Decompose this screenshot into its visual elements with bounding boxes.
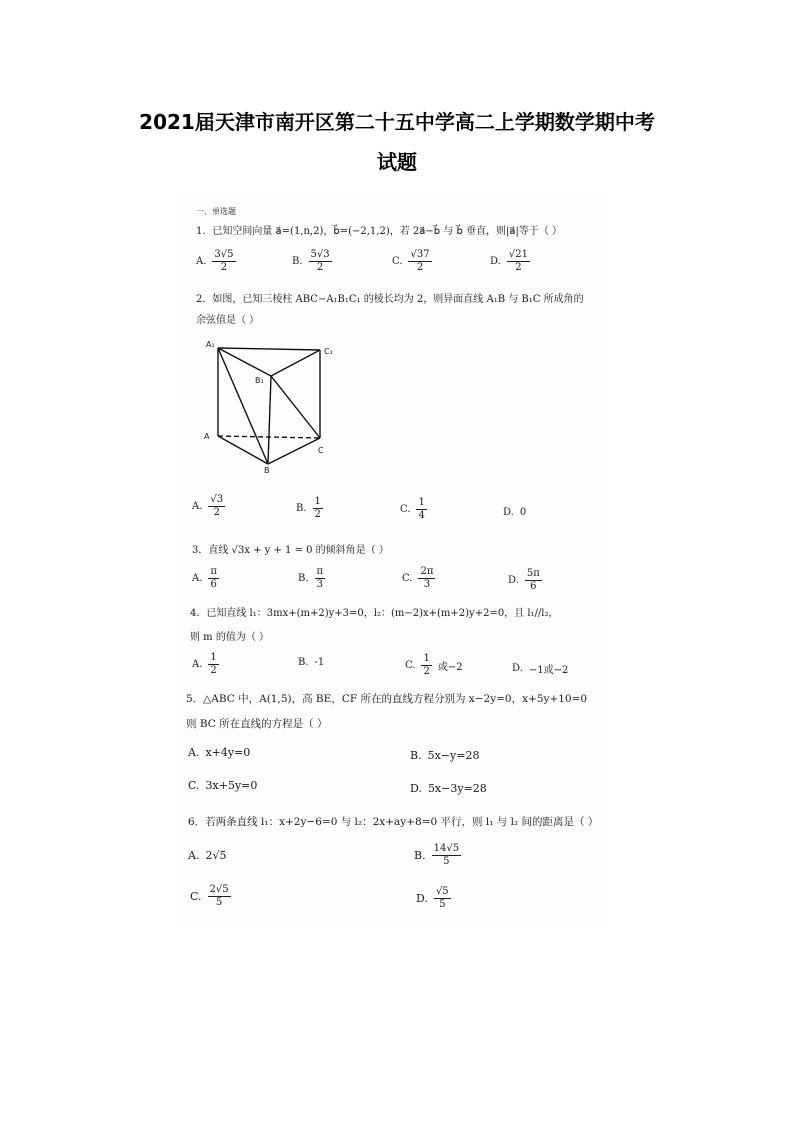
q1-stem: 1．已知空间向量 a⃗=(1,n,2)，b⃗=(−2,1,2)，若 2a⃗−b⃗ 与 b⃗ 垂直，则|a⃗|等于（ ）	[196, 226, 563, 237]
q4-stem-line2: 则 m 的值为（ ）	[190, 632, 270, 643]
edge-bb1	[268, 376, 271, 464]
q5-option-b: B. 5x−y=28	[410, 749, 480, 762]
q4-option-d: D. −1或−2	[512, 663, 569, 676]
q4-option-b: B. -1	[298, 657, 325, 668]
edge-a1b1	[218, 348, 271, 376]
q3-option-a: A. $\frac{\pi}{6}$	[192, 566, 217, 590]
triangular-prism-figure	[196, 336, 346, 476]
q6-option-b: B. $\frac{14√5}{5}$	[414, 843, 460, 867]
edge-b1c1	[271, 350, 320, 376]
q2-option-d: D. 0	[503, 507, 527, 518]
q3-option-d: D. $\frac{5\pi}{6}$	[508, 568, 540, 592]
q1-option-c: C. $\frac{√37}{2}$	[392, 249, 430, 273]
q4-option-a: A. $\frac{1}{2}$	[192, 652, 217, 676]
q5-option-c: C. 3x+5y=0	[188, 779, 258, 792]
q6-option-c: C. $\frac{2√5}{5}$	[190, 884, 229, 908]
q1-option-a: A. $\frac{3√5}{2}$	[196, 249, 234, 273]
document-title-line2: 试题	[377, 150, 417, 174]
q4-option-c: C. $\frac{1}{2}$ 或−2	[405, 653, 463, 677]
segment-a1b	[218, 348, 268, 464]
q5-stem-line1: 5．△ABC 中，A(1,5)，高 BE，CF 所在的直线方程分别为 x−2y=0，x+5y+10=0	[186, 693, 588, 705]
q3-stem: 3．直线 √3x + y + 1 = 0 的倾斜角是（ ）	[192, 545, 389, 556]
q1-option-b: B. $\frac{5√3}{2}$	[292, 249, 330, 273]
edge-a1c1	[218, 348, 320, 350]
q2-option-c: C. $\frac{1}{4}$	[400, 497, 425, 521]
q4-stem-line1: 4．已知直线 l₁：3mx+(m+2)y+3=0，l₂：(m−2)x+(m+2)y+2=0，且 l₁//l₂，	[190, 608, 559, 619]
q2-stem-line1: 2．如图，已知三棱柱 ABC−A₁B₁C₁ 的棱长均为 2，则异面直线 A₁B 与 B₁C 所成角的	[196, 294, 584, 305]
edge-ab	[218, 436, 268, 464]
q3-option-b: B. $\frac{\pi}{3}$	[298, 566, 324, 590]
q5-option-d: D. 5x−3y=28	[410, 782, 487, 795]
q5-option-a: A. x+4y=0	[188, 746, 251, 759]
q6-option-d: D. $\frac{√5}{5}$	[416, 886, 449, 910]
q2-option-b: B. $\frac{1}{2}$	[296, 496, 321, 520]
label-c1: C₁	[324, 347, 333, 356]
q2-stem-line2: 余弦值是（ ）	[196, 315, 260, 326]
edge-ac-hidden	[218, 436, 320, 438]
label-c: C	[318, 446, 324, 455]
q6-option-a: A. 2√5	[188, 849, 227, 862]
label-a: A	[204, 432, 210, 441]
q6-stem: 6．若两条直线 l₁：x+2y−6=0 与 l₂：2x+ay+8=0 平行，则 l₁ 与 l₂ 间的距离是（ ）	[188, 816, 599, 828]
label-a1: A₁	[206, 340, 215, 349]
edge-bc	[268, 438, 320, 464]
q2-option-a: A. $\frac{√3}{2}$	[192, 494, 224, 518]
label-b1: B₁	[255, 376, 264, 385]
label-b: B	[264, 466, 270, 475]
section-heading: 一、单选题	[196, 207, 236, 216]
q5-stem-line2: 则 BC 所在直线的方程是（ ）	[186, 718, 328, 730]
document-title-line1: 2021届天津市南开区第二十五中学高二上学期数学期中考	[139, 110, 655, 134]
segment-b1c	[271, 376, 320, 438]
q3-option-c: C. $\frac{2\pi}{3}$	[402, 566, 434, 590]
q1-option-d: D. $\frac{√21}{2}$	[490, 249, 528, 273]
